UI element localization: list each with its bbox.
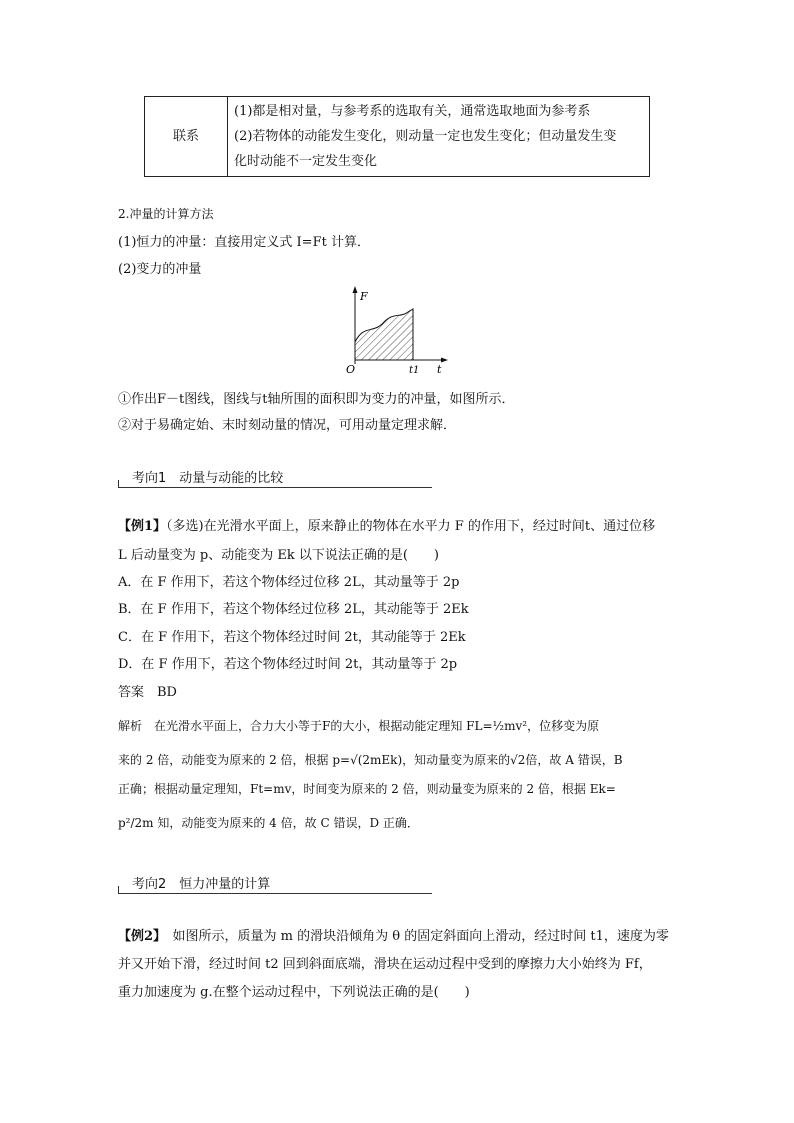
table-label: 联系 — [145, 97, 228, 177]
table-line-3: 化时动能不一定发生变化 — [234, 154, 378, 169]
item-constant-force: (1)恒力的冲量：直接用定义式 I=Ft 计算． — [118, 235, 370, 250]
example-2-tag: 【例2】 — [118, 929, 160, 944]
divider-tick — [118, 480, 119, 488]
table-content — [228, 97, 650, 177]
analysis-line-2: 来的 2 倍，动能变为原来的 2 倍，根据 p=√(2mEk)，知动量变为原来的√2倍，故 A 错误，B — [118, 753, 623, 767]
section-heading: 2.冲量的计算方法 — [118, 207, 214, 221]
option-a: A．在 F 作用下，若这个物体经过位移 2L，其动量等于 2p — [118, 575, 460, 590]
kaoxiang-1-header — [118, 464, 432, 488]
example-1-stem-1: 【例1】（多选)在光滑水平面上，原来静止的物体在水平力 F 的作用下，经过时间t、通过位移 — [118, 519, 656, 534]
example-2-stem-2: 并又开始下滑，经过时间 t2 回到斜面底端，滑块在运动过程中受到的摩擦力大小始终为 Ff， — [118, 957, 652, 972]
kaoxiang-1-title: 考向1 动量与动能的比较 — [132, 471, 284, 486]
x-axis-arrow-icon — [441, 358, 448, 363]
kaoxiang-2-header — [118, 870, 432, 894]
example-2-stem-3: 重力加速度为 g.在整个运动过程中，下列说法正确的是( ) — [118, 985, 470, 1000]
option-b: B．在 F 作用下，若这个物体经过位移 2L，其动能等于 2Ek — [118, 602, 469, 617]
y-axis-label: F — [360, 290, 368, 303]
kaoxiang-2-title: 考向2 恒力冲量的计算 — [132, 877, 271, 892]
table-line-2: (2)若物体的动能发生变化，则动量一定也发生变化；但动量发生变 — [234, 129, 617, 144]
divider — [118, 893, 432, 894]
impulse-area — [355, 309, 413, 360]
note-1: ①作出F－t图线，图线与t轴所围的面积即为变力的冲量，如图所示． — [118, 392, 515, 407]
analysis-line-1: 解析 在光滑水平面上，合力大小等于F的大小，根据动能定理知 FL=½mv²，位移变为原 — [118, 719, 600, 733]
y-axis-arrow-icon — [353, 286, 358, 293]
note-2: ②对于易确定始、末时刻动量的情况，可用动量定理求解． — [118, 418, 457, 433]
force-time-graph — [338, 284, 458, 379]
example-1-tag: 【例1】 — [118, 519, 167, 534]
option-d: D．在 F 作用下，若这个物体经过时间 2t，其动量等于 2p — [118, 657, 458, 672]
option-c: C．在 F 作用下，若这个物体经过时间 2t，其动能等于 2Ek — [118, 630, 466, 645]
table-line-1: (1)都是相对量，与参考系的选取有关，通常选取地面为参考系 — [234, 104, 591, 119]
x-axis-label: t — [437, 363, 442, 376]
relation-table — [144, 96, 650, 177]
divider-tick — [118, 886, 119, 894]
divider — [118, 487, 432, 488]
example-1-stem-2: L 后动量变为 p、动能变为 Ek 以下说法正确的是( ) — [118, 548, 439, 563]
analysis-line-3: 正确；根据动量定理知，Ft=mv，时间变为原来的 2 倍，则动量变为原来的 2 倍，根据 Ek= — [118, 782, 616, 796]
answer: 答案 BD — [118, 685, 177, 700]
origin-label: O — [346, 363, 356, 376]
t1-label: t1 — [409, 365, 420, 376]
analysis-line-4: p²/2m 知，动能变为原来的 4 倍，故 C 错误，D 正确． — [118, 816, 419, 830]
example-2-stem-1: 【例2】 如图所示，质量为 m 的滑块沿倾角为 θ 的固定斜面向上滑动，经过时间 t1，速度为零 — [118, 929, 669, 944]
item-variable-force: (2)变力的冲量 — [118, 262, 202, 277]
